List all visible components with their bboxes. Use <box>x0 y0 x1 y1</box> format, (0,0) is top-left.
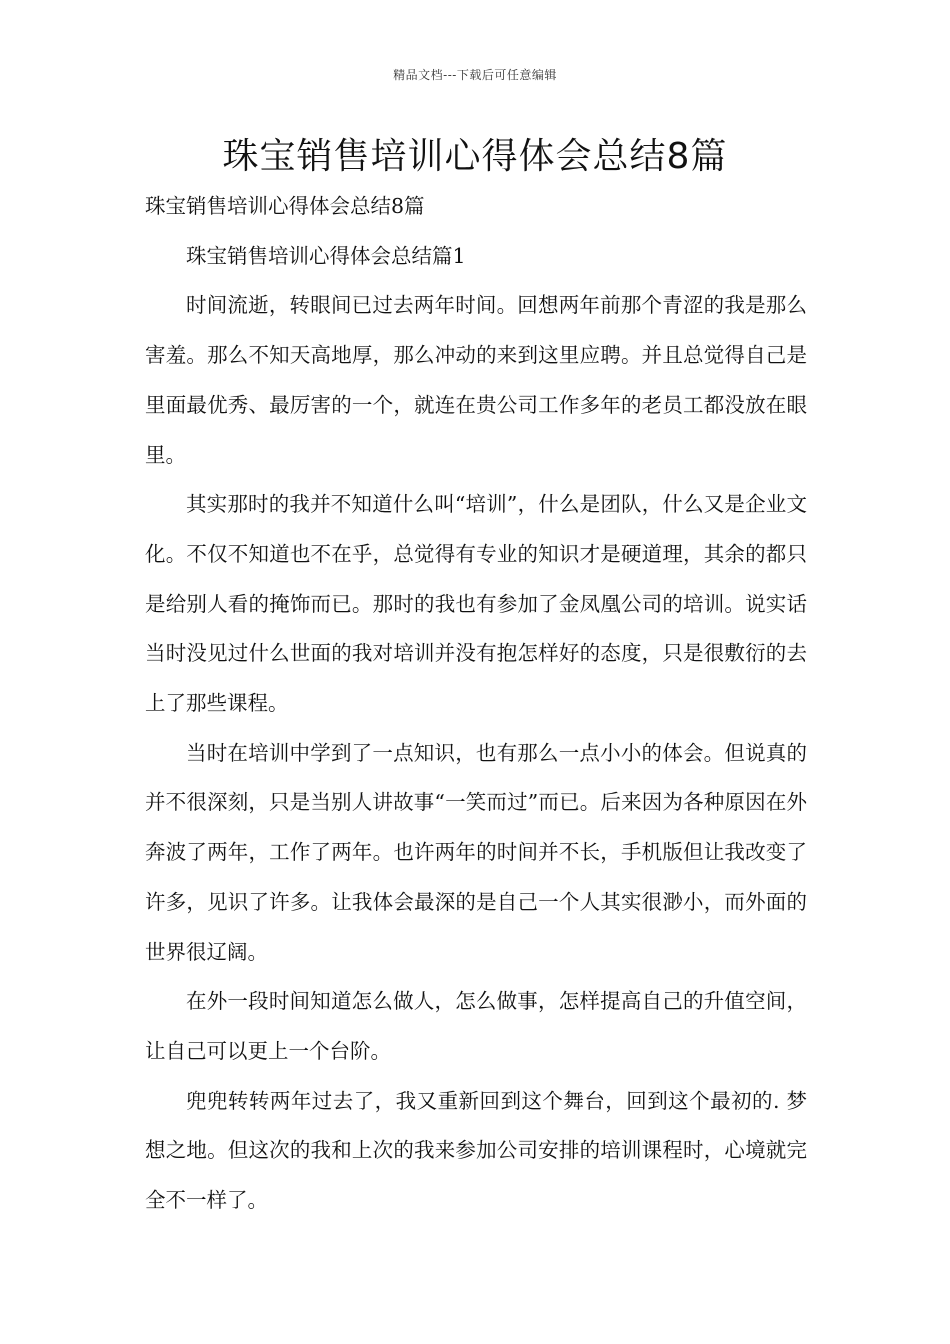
document-body <box>145 182 807 1226</box>
document-subtitle: 珠宝销售培训心得体会总结8篇 <box>145 194 425 218</box>
paragraph-1: 时间流逝，转眼间已过去两年时间。回想两年前那个青涩的我是那么害羞。那么不知天高地厚，那么冲动的来到这里应聘。并且总觉得自己是里面最优秀、最厉害的一个，就连在贵公司工作多年的老员工都没放在眼里。 <box>145 293 807 467</box>
section-heading: 珠宝销售培训心得体会总结篇1 <box>186 243 466 268</box>
document-title: 珠宝销售培训心得体会总结8篇 <box>222 136 728 177</box>
header-note: 精品文档---下载后可任意编辑 <box>393 68 557 82</box>
paragraph-4: 在外一段时间知道怎么做人，怎么做事，怎样提高自己的升值空间，让自己可以更上一个台阶。 <box>145 989 807 1063</box>
paragraph-5: 兜兜转转两年过去了，我又重新回到这个舞台，回到这个最初的. 梦想之地。但这次的我和上次的我来参加公司安排的培训课程时，心境就完全不一样了。 <box>145 1088 807 1213</box>
paragraph-2: 其实那时的我并不知道什么叫“培训”，什么是团队，什么又是企业文化。不仅不知道也不在乎，总觉得有专业的知识才是硬道理，其余的都只是给别人看的掩饰而已。那时的我也有参加了金凤凰公司的培训。说实话当时没见过什么世面的我对培训并没有抱怎样好的态度，只是很敷衍的去上了那些课程。 <box>145 492 807 716</box>
paragraph-3: 当时在培训中学到了一点知识，也有那么一点小小的体会。但说真的并不很深刻，只是当别人讲故事“一笑而过”而已。后来因为各种原因在外奔波了两年，工作了两年。也许两年的时间并不长，手机版但让我改变了许多，见识了许多。让我体会最深的是自己一个人其实很渺小，而外面的世界很辽阔。 <box>145 740 807 964</box>
